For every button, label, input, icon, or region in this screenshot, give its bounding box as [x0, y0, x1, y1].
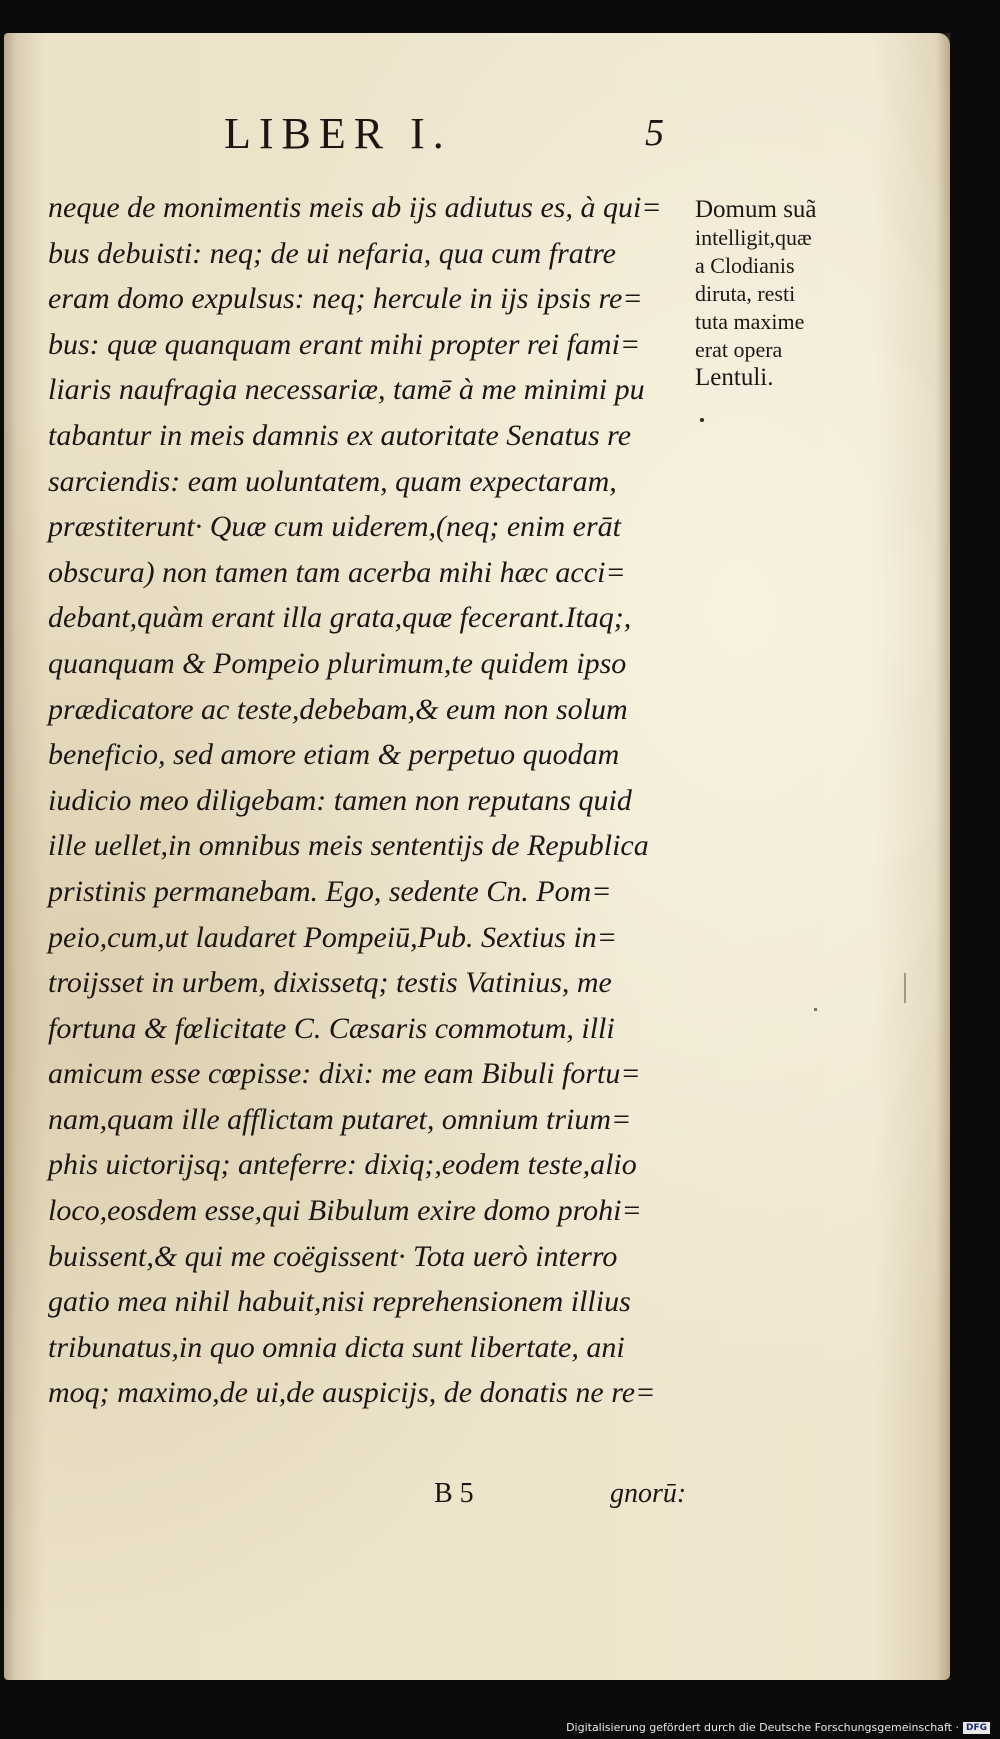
- text-line: prædicatore ac teste,debebam,& eum non solum: [48, 692, 628, 726]
- text-line: quanquam & Pompeio plurimum,te quidem ipso: [48, 646, 627, 680]
- text-line: tabantur in meis damnis ex autoritate Senatus re: [48, 418, 632, 452]
- text-line: loco,eosdem esse,qui Bibulum exire domo prohi=: [48, 1194, 642, 1228]
- text-line: liaris naufragia necessariæ, tamē à me minimi pu: [48, 373, 645, 407]
- marginal-note-line: a Clodianis: [695, 253, 795, 278]
- marginal-note: [695, 196, 885, 392]
- marginal-note-line: erat opera: [695, 337, 783, 362]
- marginal-note-line: diruta, resti: [695, 281, 796, 306]
- text-line: debant,quàm erant illa grata,quæ fecerant.Itaq;,: [48, 601, 632, 635]
- text-line: bus: quæ quanquam erant mihi propter rei fami=: [48, 327, 641, 361]
- text-line: bus debuisti: neq; de ui nefaria, qua cum fratre: [48, 236, 616, 270]
- text-line: beneficio, sed amore etiam & perpetuo quodam: [48, 738, 620, 772]
- ink-speck: [700, 418, 704, 422]
- dfg-logo: DFG: [963, 1722, 990, 1734]
- text-line: sarciendis: eam uoluntatem, quam expectaram,: [48, 464, 617, 498]
- book-page: [4, 33, 950, 1680]
- marginal-note-line: intelligit,quæ: [695, 225, 812, 250]
- marginal-note-line: Domum suã: [695, 196, 817, 223]
- text-line: buissent,& qui me coëgissent· Tota uerò interro: [48, 1239, 618, 1273]
- marginal-note-line: tuta maxime: [695, 309, 805, 334]
- credit-text: Digitalisierung gefördert durch die Deutsche Forschungsgemeinschaft ·: [566, 1721, 959, 1734]
- text-line: nam,quam ille afflictam putaret, omnium trium=: [48, 1102, 632, 1136]
- text-line: præstiterunt· Quæ cum uiderem,(neq; enim erāt: [48, 510, 621, 544]
- ink-speck: [814, 1008, 817, 1011]
- text-line: neque de monimentis meis ab ijs adiutus es, à qui=: [48, 191, 662, 224]
- marginal-note-line: Lentuli.: [695, 364, 774, 391]
- text-line: pristinis permanebam. Ego, sedente Cn. Pom=: [48, 874, 612, 908]
- text-line: phis uictorijsq; anteferre: dixiq;,eodem teste,alio: [48, 1148, 637, 1182]
- text-line: iudicio meo diligebam: tamen non reputans quid: [48, 783, 632, 817]
- signature-mark: B 5: [434, 1478, 474, 1509]
- text-line: fortuna & fœlicitate C. Cæsaris commotum, illi: [48, 1011, 615, 1045]
- folio-number: 5: [645, 112, 664, 154]
- page-edge-shadow: [936, 33, 950, 1680]
- text-line: troijsset in urbem, dixissetq; testis Vatinius, me: [48, 966, 612, 1000]
- catchword: gnorū:: [610, 1478, 687, 1509]
- text-line: amicum esse cœpisse: dixi: me eam Bibuli fortu=: [48, 1057, 641, 1091]
- text-line: obscura) non tamen tam acerba mihi hæc acci=: [48, 555, 626, 589]
- ink-speck: [904, 973, 906, 1003]
- text-line: tribunatus,in quo omnia dicta sunt libertate, ani: [48, 1330, 625, 1364]
- digitization-credit: [566, 1721, 990, 1734]
- running-head: LIBER I.: [224, 109, 452, 158]
- text-line: eram domo expulsus: neq; hercule in ijs ipsis re=: [48, 282, 643, 316]
- text-line: peio,cum,ut laudaret Pompeiū,Pub. Sextius in=: [48, 920, 618, 954]
- main-text-block: [48, 185, 704, 1416]
- text-line: gatio mea nihil habuit,nisi reprehensionem illius: [48, 1285, 631, 1319]
- text-line: ille uellet,in omnibus meis sententijs de Republica: [48, 829, 649, 863]
- text-line: moq; maximo,de ui,de auspicijs, de donatis ne re=: [48, 1376, 656, 1410]
